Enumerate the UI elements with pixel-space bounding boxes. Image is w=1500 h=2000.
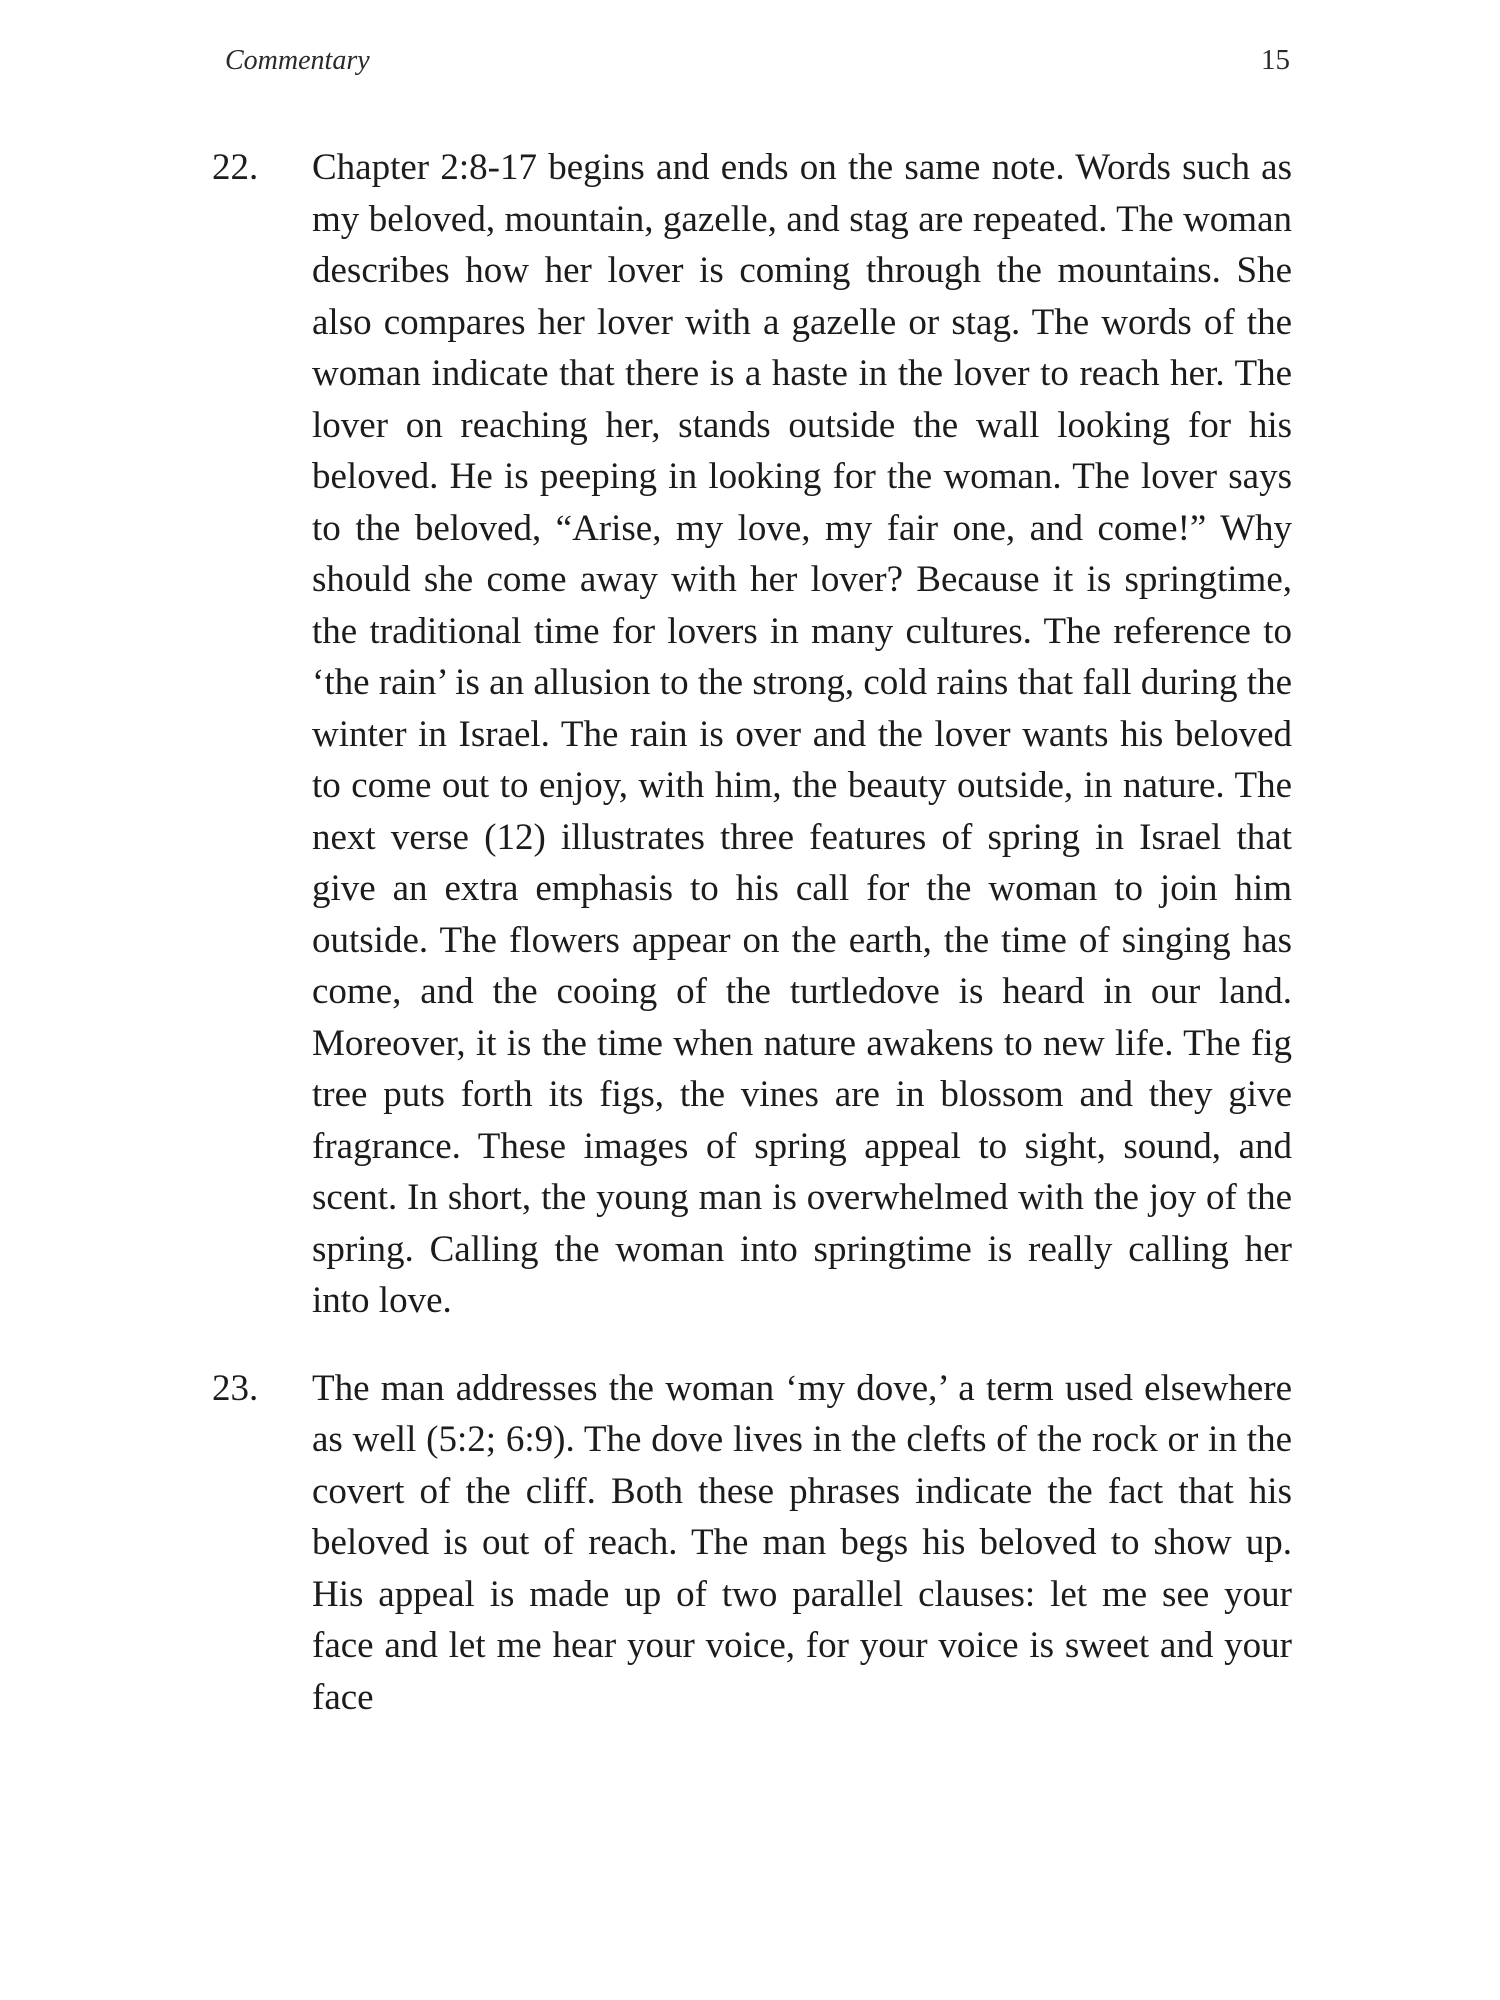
entry-number: 23. [212,1367,259,1409]
page-number: 15 [1261,44,1290,76]
commentary-entry-22 [212,142,1292,1327]
commentary-entry-23 [212,1363,1292,1724]
entry-paragraph: Chapter 2:8-17 begins and ends on the same note. Words such as my beloved, mountain, gazelle, and stag are repeated. The woman describes how her lover is coming through the mountains. She also compares her lover with a gazelle or stag. The words of the woman indicate that there is a haste in the lover to reach her. The lover on reaching her, stands outside the wall looking for his beloved. He is peeping in looking for the woman. The lover says to the beloved, “Arise, my love, my fair one, and come!” Why should she come away with her lover? Because it is springtime, the traditional time for lovers in many cultures. The reference to ‘the rain’ is an allusion to the strong, cold rains that fall during the winter in Israel. The rain is over and the lover wants his beloved to come out to enjoy, with him, the beauty outside, in nature. The next verse (12) illustrates three features of spring in Israel that give an extra emphasis to his call for the woman to join him outside. The flowers appear on the earth, the time of singing has come, and the cooing of the turtledove is heard in our land. Moreover, it is the time when nature awakens to new life. The fig tree puts forth its figs, the vines are in blossom and they give fragrance. These images of spring appeal to sight, sound, and scent. In short, the young man is overwhelmed with the joy of the spring. Calling the woman into springtime is really calling her into love. [312,147,1292,1321]
running-title: Commentary [225,45,370,76]
running-header [225,44,1290,88]
commentary-body [212,142,1292,1759]
entry-number: 22. [212,147,259,188]
entry-paragraph: The man addresses the woman ‘my dove,’ a term used elsewhere as well (5:2; 6:9). The dove lives in the clefts of the rock or in the covert of the cliff. Both these phrases indicate the fact that his beloved is out of reach. The man begs his beloved to show up. His appeal is made up of two parallel clauses: let me see your face and let me hear your voice, for your voice is sweet and your face [312,1367,1292,1718]
